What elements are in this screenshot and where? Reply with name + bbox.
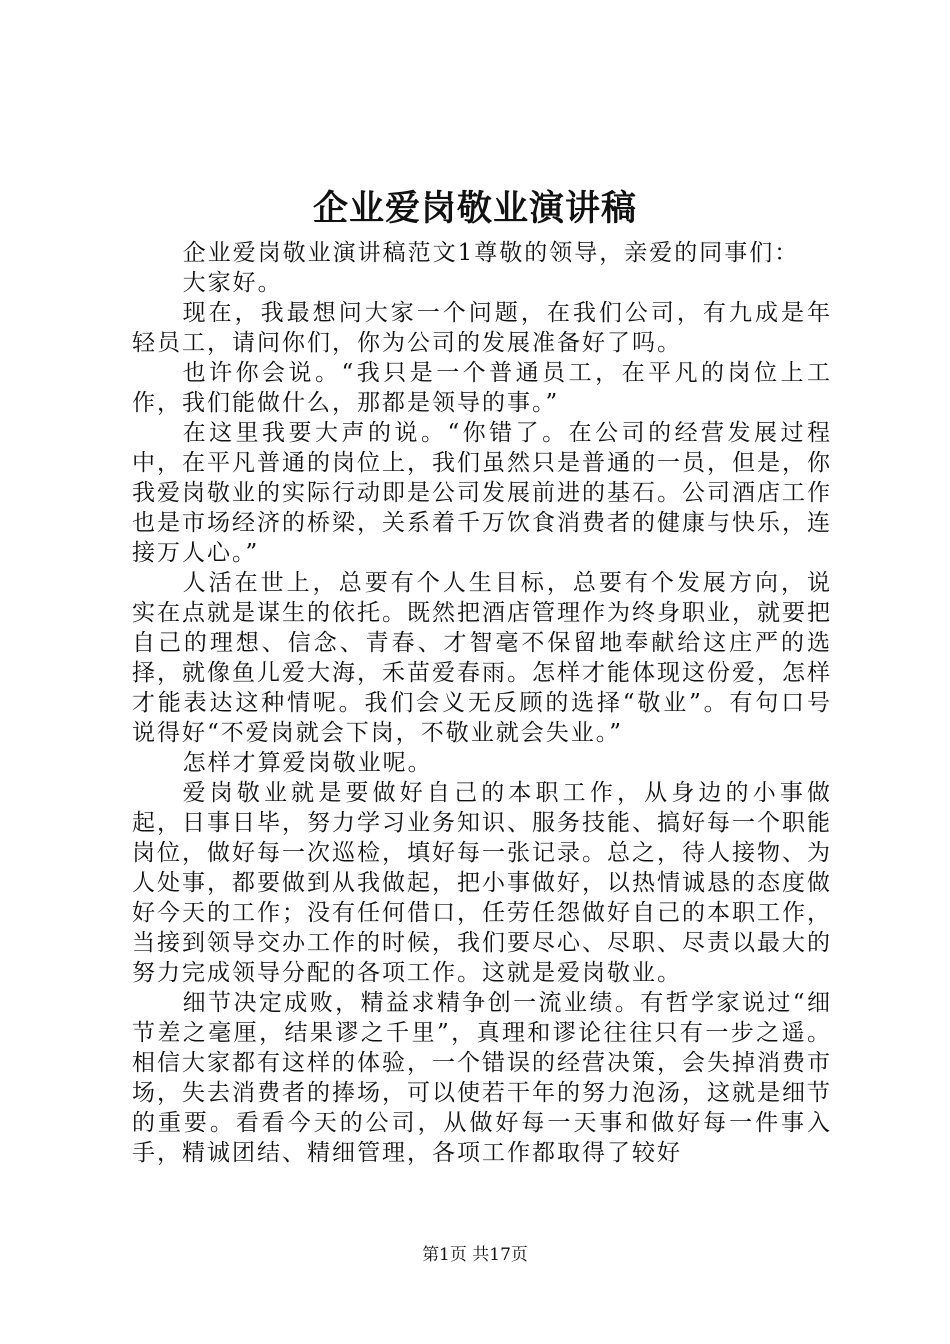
page-footer: 第1页 共17页	[422, 1245, 528, 1265]
document-body	[132, 238, 832, 1168]
paragraph: 企业爱岗敬业演讲稿范文1尊敬的领导，亲爱的同事们：	[182, 240, 800, 266]
paragraph: 爱岗敬业就是要做好自己的本职工作，从身边的小事做起，日事日毕，努力学习业务知识、服务技能、搞好每一个职能岗位，做好每一次巡检，填好每一张记录。总之，待人接物、为人处事，都要做到从我做起，把小事做好，以热情诚恳的态度做好今天的工作；没有任何借口，任劳任怨做好自己的本职工作，当接到领导交办工作的时候，我们要尽心、尽职、尽责以最大的努力完成领导分配的各项工作。这就是爱岗敬业。	[132, 780, 832, 986]
paragraph: 在这里我要大声的说。“你错了。在公司的经营发展过程中，在平凡普通的岗位上，我们虽然只是普通的一员，但是，你我爱岗敬业的实际行动即是公司发展前进的基石。公司酒店工作也是市场经济的桥梁，关系着千万饮食消费者的健康与快乐，连接万人心。”	[132, 420, 832, 566]
paragraph: 怎样才算爱岗敬业呢。	[182, 750, 433, 776]
paragraph: 现在，我最想问大家一个问题，在我们公司，有九成是年轻员工，请问你们，你为公司的发展准备好了吗。	[132, 300, 832, 356]
document-title: 企业爱岗敬业演讲稿	[312, 188, 637, 229]
paragraph: 也许你会说。“我只是一个普通员工，在平凡的岗位上工作，我们能做什么，那都是领导的事。”	[132, 360, 832, 416]
paragraph: 人活在世上，总要有个人生目标，总要有个发展方向，说实在点就是谋生的依托。既然把酒店管理作为终身职业，就要把自己的理想、信念、青春、才智毫不保留地奉献给这庄严的选择，就像鱼儿爱大海，禾苗爱春雨。怎样才能体现这份爱，怎样才能表达这种情呢。我们会义无反顾的选择“敬业”。有句口号说得好“不爱岗就会下岗，不敬业就会失业。”	[132, 570, 832, 746]
paragraph: 大家好。	[182, 270, 283, 296]
paragraph: 细节决定成败，精益求精争创一流业绩。有哲学家说过“细节差之毫厘，结果谬之千里”，真理和谬论往往只有一步之遥。相信大家都有这样的体验，一个错误的经营决策，会失掉消费市场，失去消费者的捧场，可以使若干年的努力泡汤，这就是细节的重要。看看今天的公司，从做好每一天事和做好每一件事入手，精诚团结、精细管理，各项工作都取得了较好	[132, 990, 832, 1166]
